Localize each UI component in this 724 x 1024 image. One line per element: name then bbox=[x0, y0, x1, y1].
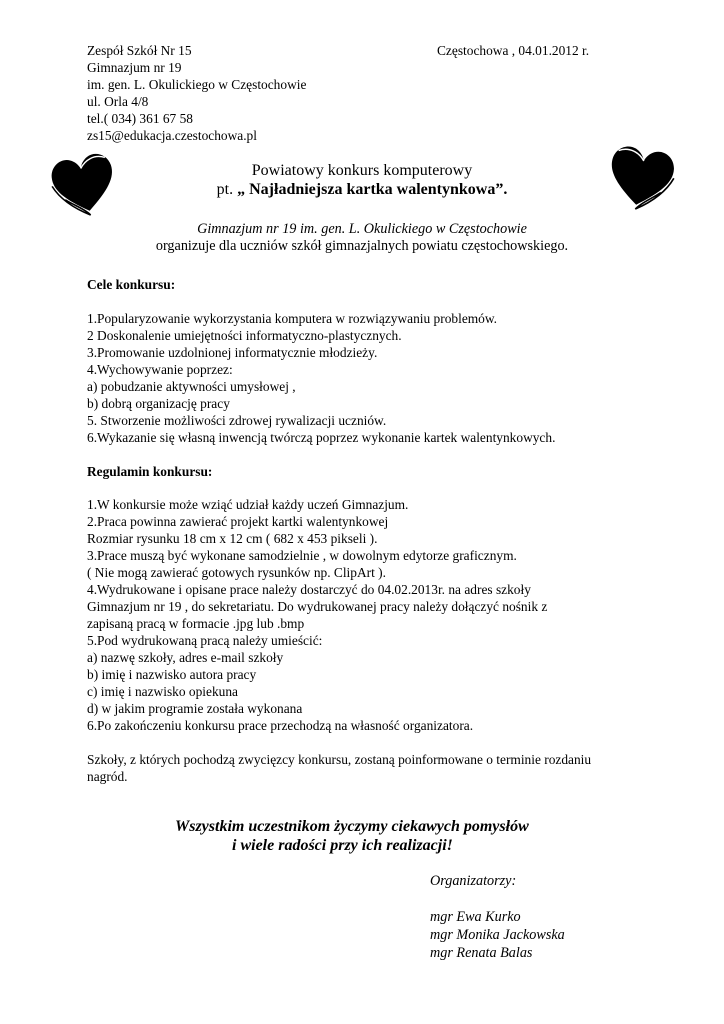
rules-heading: Regulamin konkursu: bbox=[87, 464, 213, 479]
organizer-name: mgr Monika Jackowska bbox=[430, 927, 565, 943]
goals-heading: Cele konkursu: bbox=[87, 277, 176, 292]
place-date: Częstochowa , 04.01.2012 r. bbox=[437, 43, 590, 58]
list-item: c) imię i nazwisko opiekuna bbox=[87, 684, 238, 699]
list-item: zapisaną pracą w formacie .jpg lub .bmp bbox=[87, 616, 305, 631]
list-item: 5.Pod wydrukowaną pracą należy umieścić: bbox=[87, 633, 323, 648]
list-item: 4.Wydrukowane i opisane prace należy dostarczyć do 04.02.2013r. na adres szkoły bbox=[87, 582, 531, 597]
address-line: Zespół Szkół Nr 15 bbox=[87, 43, 192, 58]
wishes-line: Wszystkim uczestnikom życzymy ciekawych pomysłów bbox=[175, 818, 529, 835]
organizer-text: organizuje dla uczniów szkół gimnazjalnych powiatu częstochowskiego. bbox=[155, 238, 569, 254]
list-item: ( Nie mogą zawierać gotowych rysunków np. ClipArt ). bbox=[87, 565, 386, 580]
list-item: Rozmiar rysunku 18 cm x 12 cm ( 682 x 453 pikseli ). bbox=[87, 531, 378, 546]
contest-title: Powiatowy konkurs komputerowy bbox=[251, 162, 473, 179]
list-item: a) nazwę szkoły, adres e-mail szkoły bbox=[87, 650, 284, 665]
organizer-school: Gimnazjum nr 19 im. gen. L. Okulickiego w Częstochowie bbox=[197, 221, 527, 237]
list-item: 1.Popularyzowanie wykorzystania komputera w rozwiązywaniu problemów. bbox=[87, 311, 498, 326]
address-line: zs15@edukacja.czestochowa.pl bbox=[87, 128, 257, 143]
list-item: 2 Doskonalenie umiejętności informatyczno-plastycznych. bbox=[87, 328, 402, 343]
list-item: 3.Promowanie uzdolnionej informatycznie młodzieży. bbox=[87, 345, 378, 360]
contest-name-text: „ Najładniejsza kartka walentynkowa”. bbox=[237, 181, 508, 198]
list-item: Gimnazjum nr 19 , do sekretariatu. Do wydrukowanej pracy należy dołączyć nośnik z bbox=[87, 599, 548, 614]
list-item: 6.Po zakończeniu konkursu prace przechodzą na własność organizatora. bbox=[87, 718, 474, 733]
address-line: ul. Orla 4/8 bbox=[87, 94, 149, 109]
list-item: 1.W konkursie może wziąć udział każdy uczeń Gimnazjum. bbox=[87, 497, 409, 512]
list-item: 2.Praca powinna zawierać projekt kartki walentynkowej bbox=[87, 514, 389, 529]
notice-line: Szkoły, z których pochodzą zwycięzcy konkursu, zostaną poinformowane o terminie rozdaniu bbox=[87, 752, 592, 767]
address-line: Gimnazjum nr 19 bbox=[87, 60, 182, 75]
organizers-label: Organizatorzy: bbox=[430, 873, 517, 889]
list-item: b) imię i nazwisko autora pracy bbox=[87, 667, 257, 682]
wishes-line: i wiele radości przy ich realizacji! bbox=[232, 837, 453, 854]
contest-name bbox=[0, 181, 724, 199]
list-item: b) dobrą organizację pracy bbox=[87, 396, 230, 411]
organizer-name: mgr Renata Balas bbox=[430, 945, 533, 961]
notice-line: nagród. bbox=[87, 769, 128, 784]
list-item: a) pobudzanie aktywności umysłowej , bbox=[87, 379, 296, 394]
contest-name-prefix: pt. bbox=[216, 181, 238, 198]
list-item: d) w jakim programie została wykonana bbox=[87, 701, 303, 716]
list-item: 6.Wykazanie się własną inwencją twórczą poprzez wykonanie kartek walentynkowych. bbox=[87, 430, 556, 445]
list-item: 4.Wychowywanie poprzez: bbox=[87, 362, 233, 377]
list-item: 3.Prace muszą być wykonane samodzielnie , w dowolnym edytorze graficznym. bbox=[87, 548, 517, 563]
organizer-name: mgr Ewa Kurko bbox=[430, 909, 521, 925]
address-line: tel.( 034) 361 67 58 bbox=[87, 111, 193, 126]
list-item: 5. Stworzenie możliwości zdrowej rywalizacji uczniów. bbox=[87, 413, 387, 428]
address-line: im. gen. L. Okulickiego w Częstochowie bbox=[87, 77, 307, 92]
